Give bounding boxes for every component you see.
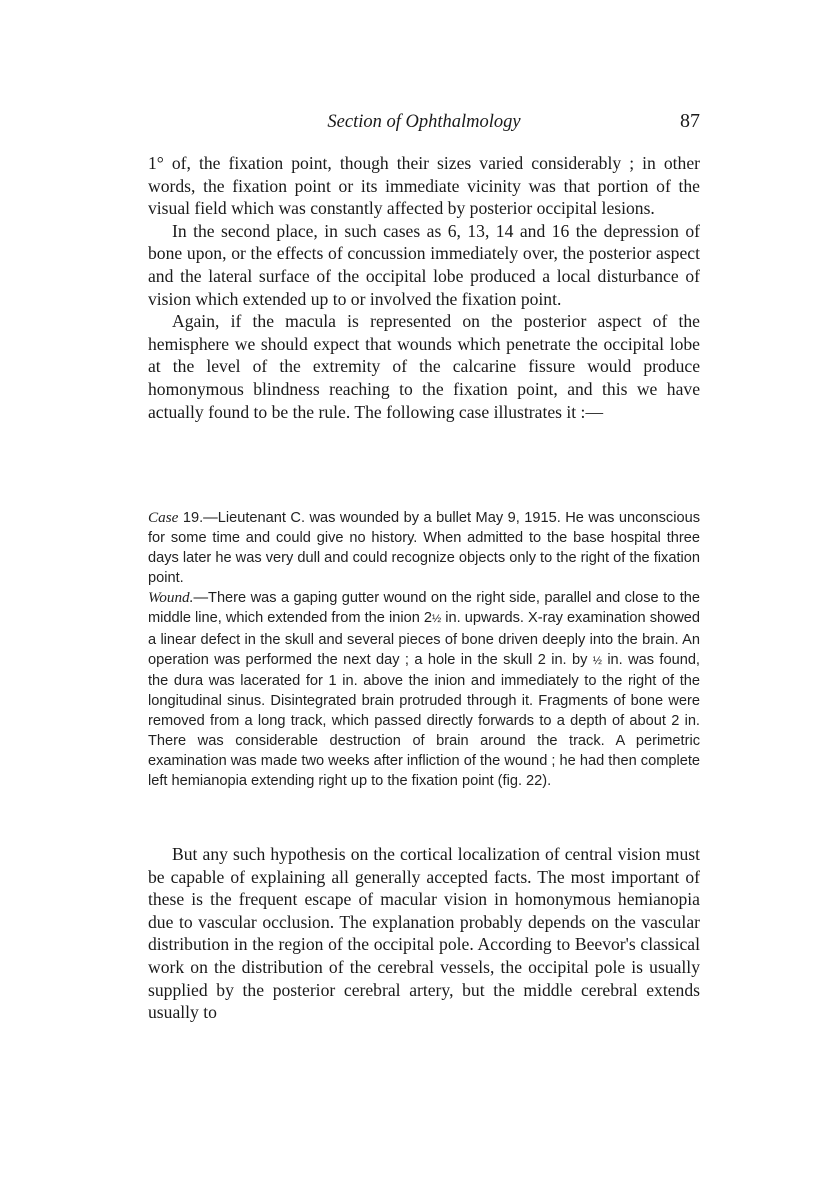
wound-text-c: in. was found, the dura was lacerated for 1 in. above the inion and immediately to the right of the longitudinal sinus. Disintegrated brain protruded through it. Fragments of bone were removed from a long track, which passed directly forwards to a depth of about 2 in. There was considerable destruction of brain around the track. A perimetric examination was made two weeks after infliction of the wound ; he had then complete left hemianopia extending right up to the fixation point (fig. 22). bbox=[148, 651, 700, 790]
case-history bbox=[148, 508, 700, 588]
wound-text-b: in. upwards. X-ray examination showed a linear defect in the skull and several pieces of bone driven deeply into the brain. An operation was performed the next day ; a hole in the skull 2 in. by bbox=[148, 610, 700, 668]
case-history-text: 19.—Lieutenant C. was wounded by a bullet May 9, 1915. He was unconscious for some time and could give no history. When admitted to the base hospital three days later he was very dull and could recognize objects only to the right of the fixation point. bbox=[148, 510, 700, 587]
paragraph-second-place: In the second place, in such cases as 6, 13, 14 and 16 the depression of bone upon, or the effects of concussion immediately over, the posterior aspect and the lateral surface of the occipital lobe produced a local disturbance of vision which extended up to or involved the fixation point. bbox=[148, 220, 700, 309]
wound-text-a: —There was a gaping gutter wound on the right side, parallel and close to the middle line, which extended from the inion 2 bbox=[148, 590, 700, 627]
paragraph-continued: 1° of, the fixation point, though their sizes varied considerably ; in other words, the fixation point or its immediate vicinity was that portion of the visual field which was constantly affected by posterior occipital lesions. bbox=[148, 153, 700, 219]
fraction-half-1: ½ bbox=[432, 613, 442, 626]
page-number: 87 bbox=[680, 110, 700, 132]
paragraph-hypothesis: But any such hypothesis on the cortical localization of central vision must be capable of explaining all generally accepted facts. The most important of these is the frequent escape of macular vision in homonymous hemianopia due to vascular occlusion. The explanation probably depends on the vascular distribution in the region of the occipital pole. According to Beevor's classical work on the distribution of the cerebral vessels, the occipital pole is usually supplied by the posterior cerebral artery, but the middle cerebral extends usually to bbox=[148, 844, 700, 1023]
case-label: Case bbox=[148, 509, 179, 526]
case-report bbox=[148, 508, 700, 791]
running-head bbox=[148, 108, 700, 138]
paragraph-macula: Again, if the macula is represented on the posterior aspect of the hemisphere we should expect that wounds which penetrate the occipital lobe at the level of the extremity of the calcarine fissure would produce homonymous blindness reaching to the fixation point, and this we have actually found to be the rule. The following case illustrates it :— bbox=[148, 311, 700, 422]
running-title: Section of Ophthalmology bbox=[327, 112, 521, 132]
body-text-top bbox=[148, 152, 700, 423]
body-text-bottom bbox=[148, 843, 700, 1024]
case-wound bbox=[148, 588, 700, 791]
fraction-half-2: ½ bbox=[592, 654, 602, 667]
wound-label: Wound. bbox=[148, 589, 194, 607]
